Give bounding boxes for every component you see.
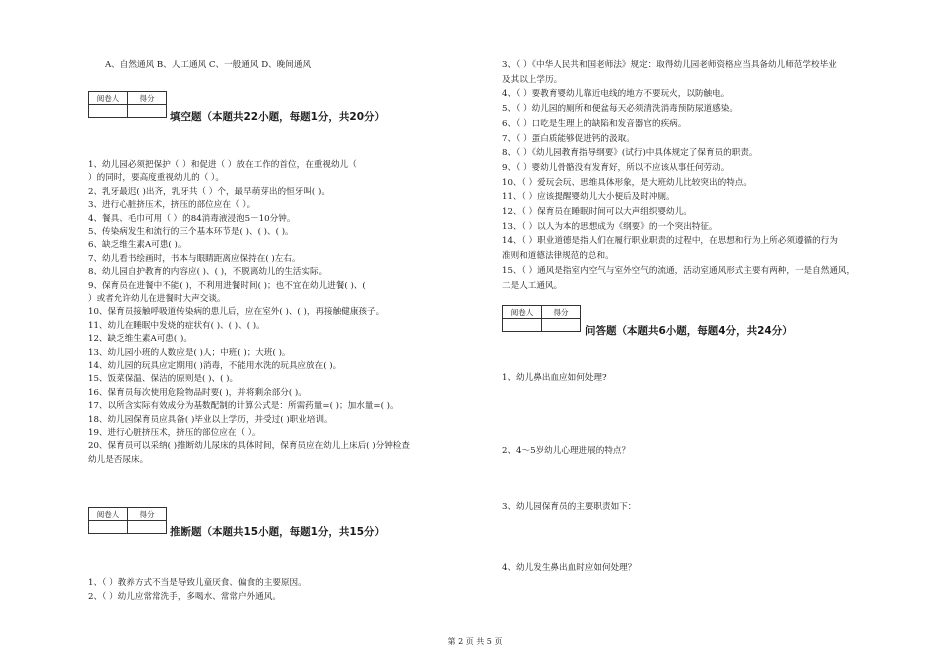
question-line: 11、幼儿在睡眠中发烧的症状有( )、( )、( )。	[88, 320, 265, 331]
top-options: A、自然通风 B、人工通风 C、一般通风 D、晚间通风	[105, 60, 312, 70]
question-line: 1、（ ）教养方式不当是导致儿童厌食、偏食的主要原因。	[88, 578, 307, 588]
question-line: 12、（ ）保育员在睡眠时间可以大声组织婴幼儿。	[502, 207, 692, 217]
question-line: 13、幼儿园小班的人数应是( )人；中班( )；大班( )。	[88, 347, 291, 358]
question-line: 1、幼儿园必须把保护（ ）和促进（ ）放在工作的首位，在重视幼儿（	[88, 160, 357, 170]
question-line: 二是人工通风。	[502, 280, 563, 291]
score-box-judge	[88, 507, 167, 534]
question-line: 5、（ ）幼儿园的厕所和便盆每天必须清洗消毒预防尿道感染。	[502, 104, 738, 115]
question-line: 9、保育员在进餐中不能( )，不利用进餐时间( )；也不宜在幼儿进餐( )、(	[88, 280, 366, 291]
question-line: 12、缺乏维生素A可患( )。	[88, 334, 192, 345]
question-line: 9、（ ）婴幼儿骨骼没有发育好，所以不应该从事任何劳动。	[502, 162, 730, 173]
question-line: 2、4～5岁幼儿心理进展的特点？	[502, 446, 631, 456]
question-line: 6、（ ）口吃是生理上的缺陷和发音器官的疾病。	[502, 118, 687, 129]
question-line: 14、幼儿园的玩具应定期用( )消毒，不能用水洗的玩具应放在( )。	[88, 361, 342, 371]
question-line: 8、幼儿园自护教育的内容应( )、( )，不脱离幼儿的生活实际。	[88, 267, 328, 278]
question-line: 2、乳牙最迟( )出齐，乳牙共（ ）个，最早萌芽出的恒牙叫( )。	[88, 186, 330, 197]
question-line: 8、（ ）《幼儿园教育指导纲要》(试行)中具体规定了保育员的职责。	[502, 148, 758, 159]
score-label: 得分	[128, 92, 167, 105]
question-line: 19、进行心脏挤压术，挤压的部位应在（ ）。	[88, 428, 261, 438]
question-line: 5、传染病发生和流行的三个基本环节是( )、( )、( )。	[88, 227, 294, 237]
reviewer-label: 阅卷人	[89, 92, 128, 105]
question-line: 16、保育员每次使用危险物品时要( )，并将剩余部分( )。	[88, 387, 307, 398]
reviewer-cell	[89, 521, 128, 534]
question-line: 13、（ ）以人为本的思想成为《纲要》的一个突出特征。	[502, 221, 718, 232]
question-line: 14、（ ）职业道德是指人们在履行职业职责的过程中，在思想和行为上所必须遵循的行为	[502, 236, 838, 247]
question-line: 15、饭菜保温、保洁的原则是( )、( )。	[88, 374, 239, 385]
score-label: 得分	[542, 306, 581, 319]
score-cell	[128, 521, 167, 534]
right-column	[480, 0, 950, 671]
question-line: 6、缺乏维生素A可患( )。	[88, 240, 187, 251]
reviewer-label: 阅卷人	[503, 306, 542, 319]
question-line: 4、（ ）要教育婴幼儿靠近电线的地方不要玩火，以防触电。	[502, 89, 730, 100]
question-line: 18、幼儿园保育员应具备( )毕业以上学历，并受过( )职业培训。	[88, 414, 333, 425]
score-box-qa	[502, 305, 581, 332]
question-line: 7、幼儿看书绘画时，书本与眼睛距离应保持在( )左右。	[88, 253, 301, 264]
question-line: 3、幼儿园保育员的主要职责如下：	[502, 502, 637, 512]
reviewer-cell	[503, 319, 542, 332]
question-line: 17、以所含实际有效成分为基数配制的计算公式是：所需药量=( )；加水量=( )。	[88, 401, 399, 412]
question-line: ）或者允许幼儿在进餐时大声交谈。	[88, 294, 226, 304]
question-line: 及其以上学历。	[502, 74, 563, 85]
score-cell	[128, 105, 167, 118]
question-line: 7、（ ）蛋白质能够促进钙的汲取。	[502, 133, 635, 144]
question-line: 1、幼儿鼻出血应如何处理?	[502, 373, 607, 383]
fill-section-title: 填空题（本题共22小题，每题1分，共20分）	[170, 111, 386, 123]
question-line: 11、（ ）应该提醒婴幼儿大小便后及时冲厕。	[502, 192, 675, 203]
score-label: 得分	[128, 508, 167, 521]
question-line: 准则和道德法律规范的总和。	[502, 251, 614, 262]
question-line: 3、（ ）《中华人民共和国老师法》规定：取得幼儿园老师资格应当具备幼儿师范学校毕业	[502, 60, 837, 70]
judge-section-title: 推断题（本题共15小题，每题1分，共15分）	[170, 526, 386, 538]
question-line: 4、餐具、毛巾可用（ ）的84消毒液浸泡5－10分钟。	[88, 213, 296, 224]
score-cell	[542, 319, 581, 332]
question-line: 15、（ ）通风是指室内空气与室外空气的流通，活动室通风形式主要有两种，一是自然通风，	[502, 265, 856, 276]
page-footer: 第 2 页 共 5 页	[447, 637, 503, 646]
question-line: 2、（ ）幼儿应常常洗手，多喝水、常常户外通风。	[88, 592, 281, 603]
question-line: 幼儿是否尿床。	[88, 454, 149, 465]
question-line: 20、保育员可以采纳( )推断幼儿尿床的具体时间，保育员应在幼儿上床后( )分钟检查	[88, 441, 410, 452]
question-line: 10、保育员接触呼吸道传染病的患儿后，应在室外( )、( )，再接触健康孩子。	[88, 307, 385, 318]
score-box-fill	[88, 91, 167, 118]
qa-section-title: 问答题（本题共6小题，每题4分，共24分）	[585, 325, 793, 337]
reviewer-label: 阅卷人	[89, 508, 128, 521]
question-line: 4、幼儿发生鼻出血时应如何处理？	[502, 563, 637, 573]
question-line: 10、（ ）爱玩会玩、思维具体形象，是大班幼儿比较突出的特点。	[502, 177, 752, 188]
question-line: 3、进行心脏挤压术，挤压的部位应在（ ）。	[88, 200, 256, 211]
question-line: ）的同时，要高度重视幼儿的（ ）。	[88, 173, 224, 184]
reviewer-cell	[89, 105, 128, 118]
